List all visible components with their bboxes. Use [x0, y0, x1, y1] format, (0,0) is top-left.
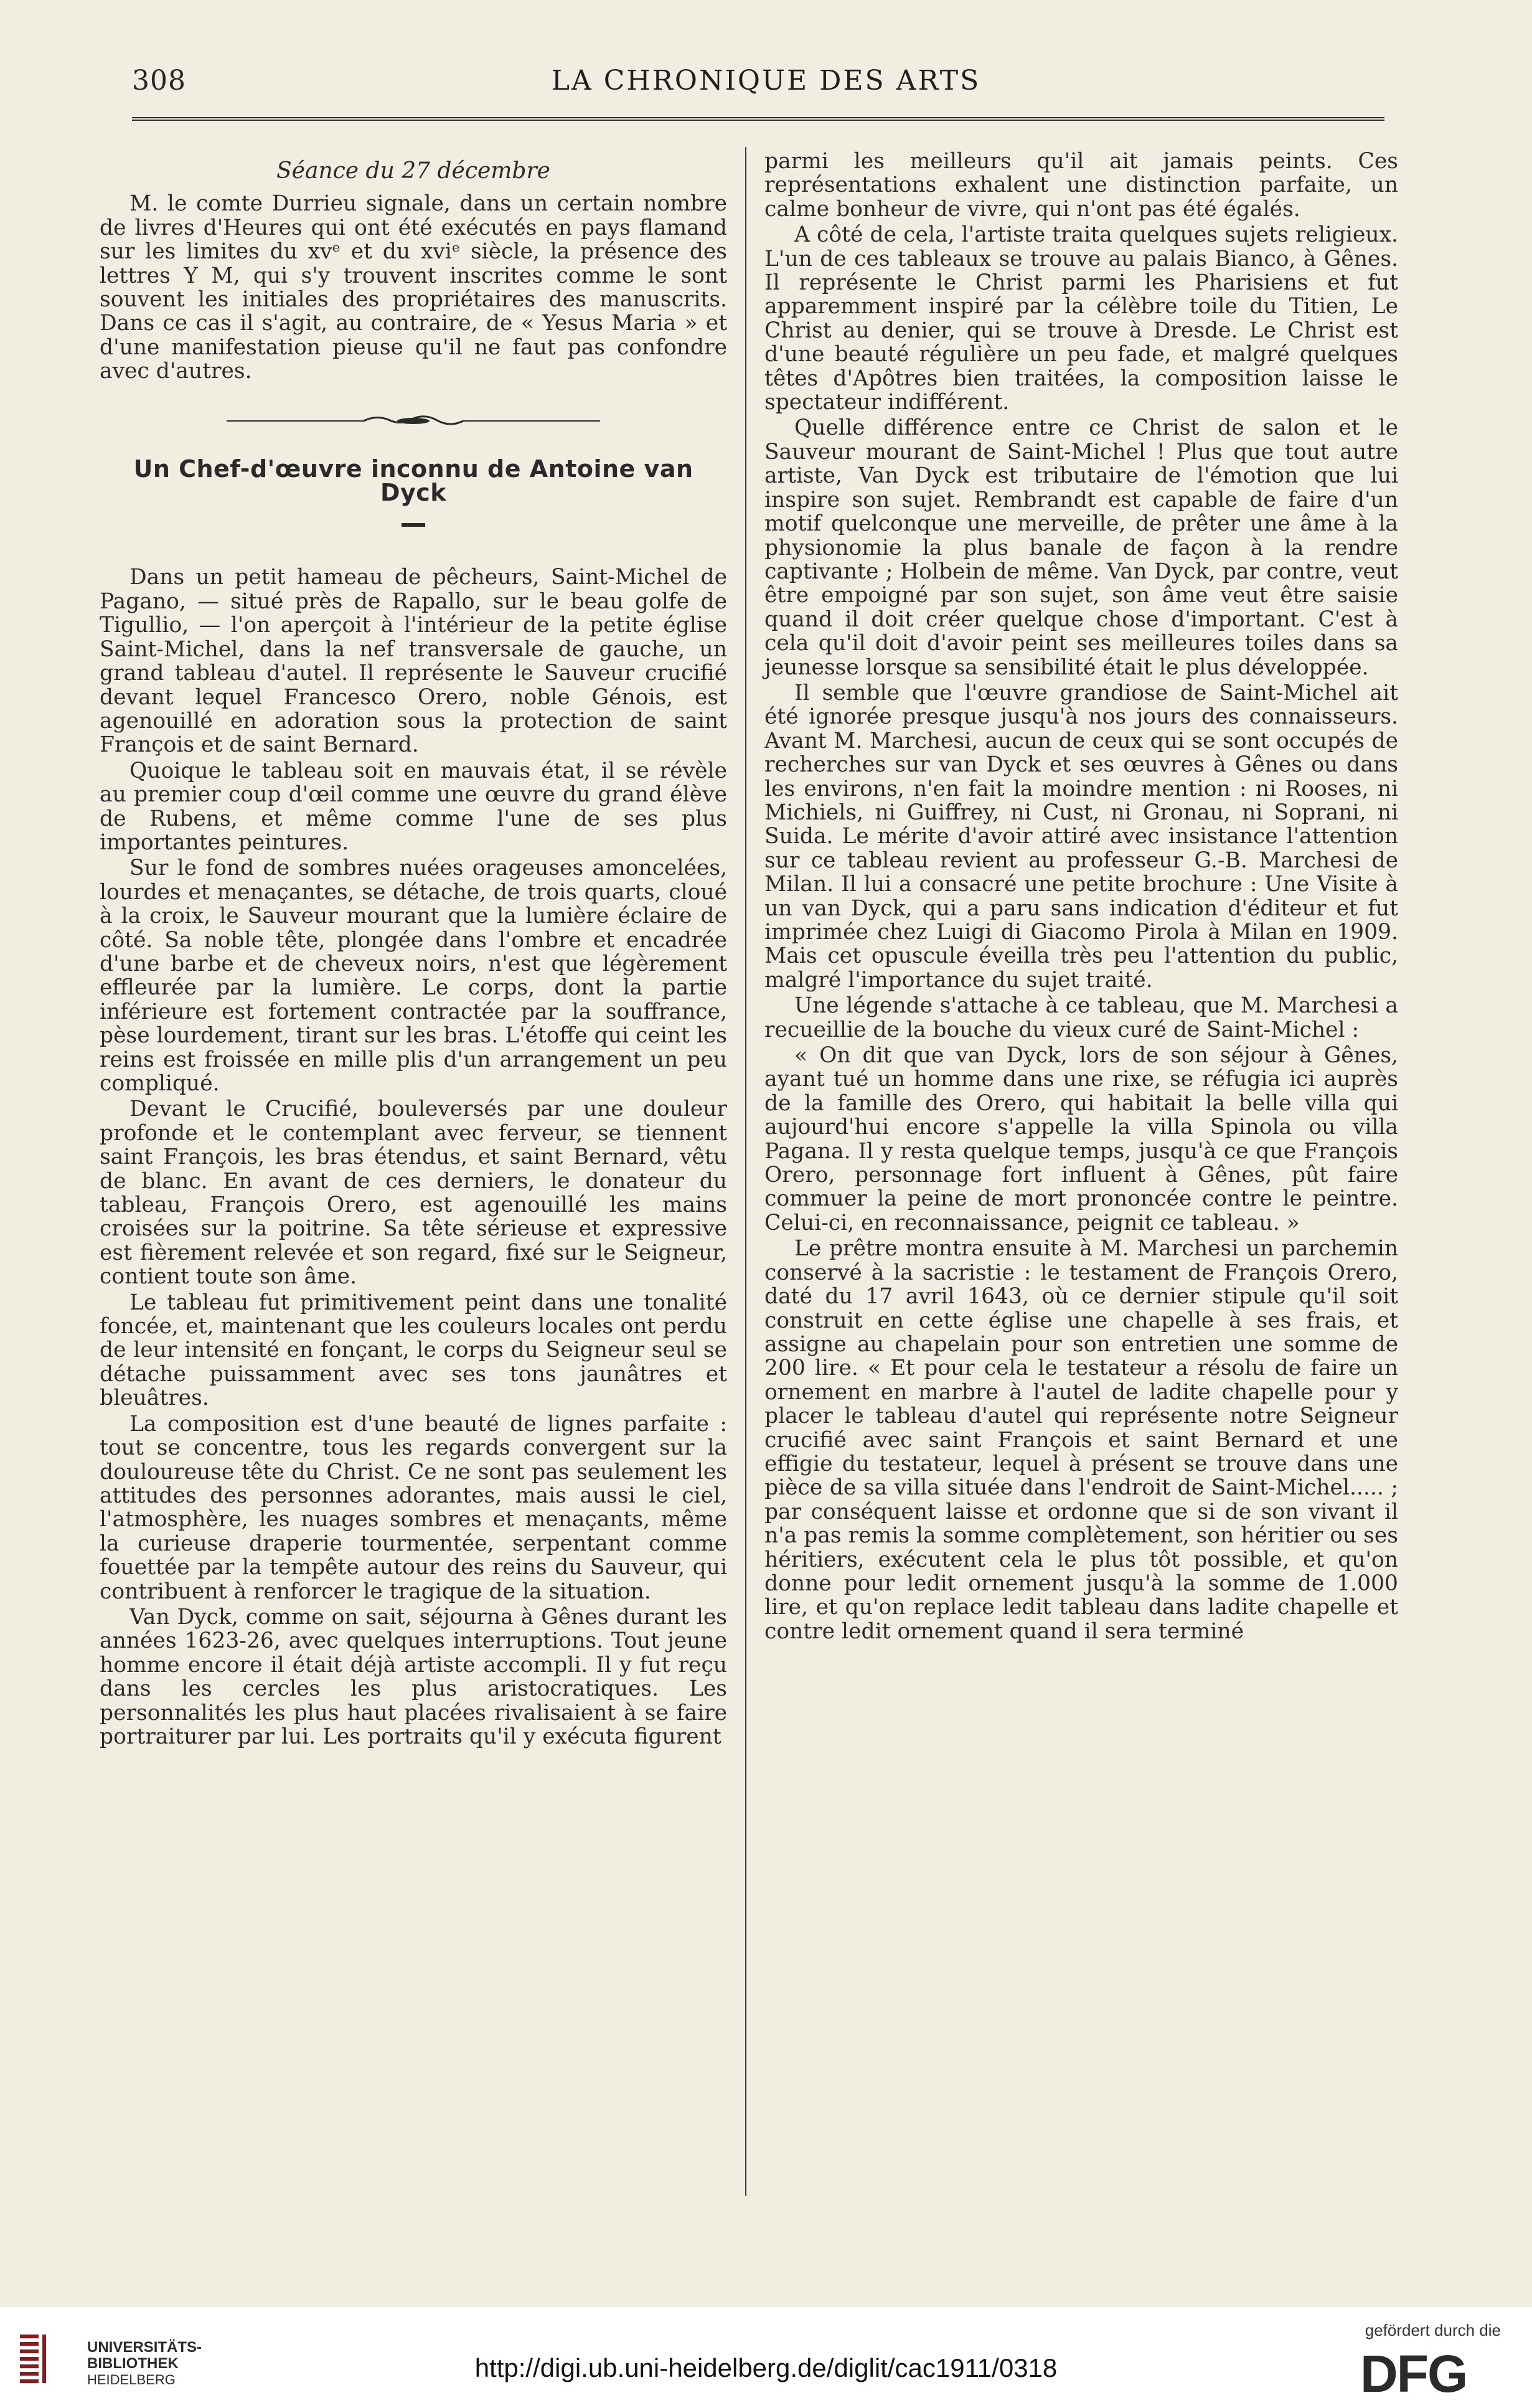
- library-line: UNIVERSITÄTS-: [87, 2339, 202, 2356]
- article-title: Un Chef-d'œuvre inconnu de Antoine van Dyck: [133, 455, 693, 507]
- article-paragraph: Le tableau fut primitivement peint dans une tonalité foncée, et, maintenant que les couleurs locales ont perdu de leur intensité en fonçant, le corps du Seigneur seul se détache puissamment avec ses tons jaunâtres et bleuâtres.: [100, 1290, 727, 1411]
- page-number: 308: [132, 65, 186, 97]
- section-ornament: [227, 412, 600, 430]
- dfg-logo-text: DFG: [1360, 2347, 1467, 2397]
- article-paragraph: Il semble que l'œuvre grandiose de Saint-Michel ait été ignorée presque jusqu'à nos jours des connaisseurs. Avant M. Marchesi, aucun de ceux qui se sont occupés de recherches sur van Dyck et ses œuvres à Gênes ou dans les environs, n'en fait la moindre mention : ni Rooses, ni Michiels, ni Guiffrey, ni Cust, ni Gronau, ni Soprani, ni Suida. Le mérite d'avoir attiré avec insistance l'attention sur ce tableau revient au professeur G.-B. Marchesi de Milan. Il lui a consacré une petite brochure : Une Visite à un van Dyck, qui a paru sans indication d'éditeur et fut imprimée chez Luigi di Giacomo Pirola à Milan en 1909. Mais cet opuscule éveilla très peu l'attention du public, malgré l'importance du sujet traité.: [764, 680, 1398, 993]
- article-paragraph: Sur le fond de sombres nuées orageuses amoncelées, lourdes et menaçantes, se détache, de trois quarts, cloué à la croix, le Sauveur mourant que la lumière éclaire de côté. Sa noble tête, plongée dans l'ombre et encadrée d'une barbe et de cheveux noirs, n'est que légèrement effleurée par la lumière. Le corps, dont la partie inférieure est fortement contractée par la souffrance, pèse lourdement, tirant sur les bras. L'étoffe qui ceint les reins est froissée en mille plis d'un arrangement un peu compliqué.: [100, 856, 727, 1096]
- dfg-logo[interactable]: [1360, 2347, 1503, 2397]
- article-paragraph: Une légende s'attache à ce tableau, que M. Marchesi a recueillie de la bouche du vieux curé de Saint-Michel :: [764, 993, 1398, 1042]
- article-paragraph: Devant le Crucifié, bouleversés par une douleur profonde et le contemplant avec ferveur, se tiennent saint François, les bras étendus, et saint Bernard, vêtu de blanc. En avant de ces derniers, le donateur du tableau, François Orero, est agenouillé les mains croisées sur la poitrine. Sa tête sérieuse et expressive est fièrement relevée et son regard, fixé sur le Seigneur, contient toute son âme.: [100, 1097, 727, 1290]
- article-paragraph: parmi les meilleurs qu'il ait jamais peints. Ces représentations exhalent une distinction parfaite, un calme bonheur de vivre, qui n'ont pas été égalés.: [764, 149, 1398, 222]
- title-dash: [402, 523, 425, 527]
- funded-by-label: gefördert durch die: [1365, 2321, 1501, 2340]
- library-line: HEIDELBERG: [87, 2372, 176, 2387]
- header-rule: [132, 117, 1384, 125]
- library-line: BIBLIOTHEK: [87, 2355, 179, 2372]
- session-paragraph: M. le comte Durrieu signale, dans un certain nombre de livres d'Heures qui ont été exécutés en pays flamand sur les limites du xvᵉ et du xviᵉ siècle, la présence des lettres Y M, qui s'y trouvent inscrites comme le sont souvent les initiales des propriétaires des manuscrits. Dans ce cas il s'agit, au contraire, de « Yesus Maria » et d'une manifestation pieuse qu'il ne faut pas confondre avec d'autres.: [100, 191, 727, 384]
- source-url-link[interactable]: http://digi.ub.uni-heidelberg.de/diglit/cac1911/0318: [474, 2353, 1058, 2382]
- journal-title: LA CHRONIQUE DES ARTS: [551, 65, 981, 97]
- digitization-footer: [0, 2307, 1532, 2408]
- article-paragraph: « On dit que van Dyck, lors de son séjour à Gênes, ayant tué un homme dans une rixe, se réfugia ici auprès de la famille des Orero, qui habitait la belle villa qui aujourd'hui encore s'appelle la villa Spinola ou villa Pagana. Il y resta quelque temps, jusqu'à ce que François Orero, personnage fort influent à Gênes, pût faire commuer la peine de mort prononcée contre le peintre. Celui-ci, en reconnaissance, peignit ce tableau. »: [764, 1043, 1398, 1235]
- article-paragraph: Quelle différence entre ce Christ de salon et le Sauveur mourant de Saint-Michel ! Plus que tout autre artiste, Van Dyck est tributaire de l'émotion que lui inspire son sujet. Rembrandt est capable de faire d'un motif quelconque une merveille, de prêter une âme à la physionomie la plus banale de façon à la rendre captivante ; Holbein de même. Van Dyck, par contre, veut être empoigné par son sujet, son âme veut être saisie quand il doit créer quelque chose d'important. C'est à cela qu'il doit d'avoir peint ses meilleures toiles dans sa jeunesse lorsque sa sensibilité était le plus développée.: [764, 415, 1398, 680]
- session-title: Séance du 27 décembre: [276, 158, 550, 184]
- article-paragraph: A côté de cela, l'artiste traita quelques sujets religieux. L'un de ces tableaux se trouve au palais Bianco, à Gênes. Il représente le Christ parmi les Pharisiens et fut apparemment inspiré par la célèbre toile du Titien, Le Christ au denier, qui se trouve à Dresde. Le Christ est d'une beauté régulière un peu fade, et malgré quelques têtes d'Apôtres bien traitées, la composition laisse le spectateur indifférent.: [764, 222, 1398, 415]
- article-paragraph: Dans un petit hameau de pêcheurs, Saint-Michel de Pagano, — situé près de Rapallo, sur le beau golfe de Tigullio, — l'on aperçoit à l'intérieur de la petite église Saint-Michel, dans la nef transversale de gauche, un grand tableau d'autel. Il représente le Sauveur crucifié devant lequel Francesco Orero, noble Génois, est agenouillé en adoration sous la protection de saint François et de saint Bernard.: [100, 565, 727, 758]
- article-paragraph: La composition est d'une beauté de lignes parfaite : tout se concentre, tous les regards convergent sur la douloureuse tête du Christ. Ce ne sont pas seulement les attitudes des personnes adorantes, mais aussi le ciel, l'atmosphère, les nuages sombres et menaçants, même la curieuse draperie tourmentée, serpentant comme fouettée par la tempête autour des reins du Sauveur, qui contribuent à renforcer le tragique de la situation.: [100, 1411, 727, 1604]
- article-paragraph: Van Dyck, comme on sait, séjourna à Gênes durant les années 1623-26, avec quelques interruptions. Tout jeune homme encore il était déjà artiste accompli. Il y fut reçu dans les cercles les plus aristocratiques. Les personnalités les plus haut placées rivalisaient à se faire portraiturer par lui. Les portraits qu'il y exécuta figurent: [100, 1604, 727, 1749]
- article-paragraph: Le prêtre montra ensuite à M. Marchesi un parchemin conservé à la sacristie : le testament de François Orero, daté du 17 avril 1643, où ce dernier stipule qu'il soit construit en cette église une chapelle à ses frais, et assigne au chapelain pour son entretien une somme de 200 lire. « Et pour cela le testateur a résolu de faire un ornement en marbre à l'autel de ladite chapelle pour y placer le tableau d'autel qui représente notre Seigneur crucifié avec saint François et saint Bernard et une effigie du testateur, lequel à présent se trouve dans une pièce de sa villa située dans l'endroit de Saint-Michel..... ; par conséquent laisse et ordonne que si de son vivant il n'a pas remis la somme complètement, son héritier ou ses héritiers, exécutent cela le plus tôt possible, et qu'on donne pour ledit ornement jusqu'à la somme de 1.000 lire, et qu'on replace ledit tableau dans ladite chapelle et contre ledit ornement quand il sera terminé: [764, 1236, 1398, 1644]
- right-column: [764, 149, 1398, 2198]
- running-head: [0, 65, 1532, 115]
- left-column: [100, 149, 727, 2198]
- article-paragraph: Quoique le tableau soit en mauvais état, il se révèle au premier coup d'œil comme une œuvre du grand élève de Rubens, et même comme l'une de ses plus importantes peintures.: [100, 758, 727, 855]
- column-divider: [745, 147, 746, 2196]
